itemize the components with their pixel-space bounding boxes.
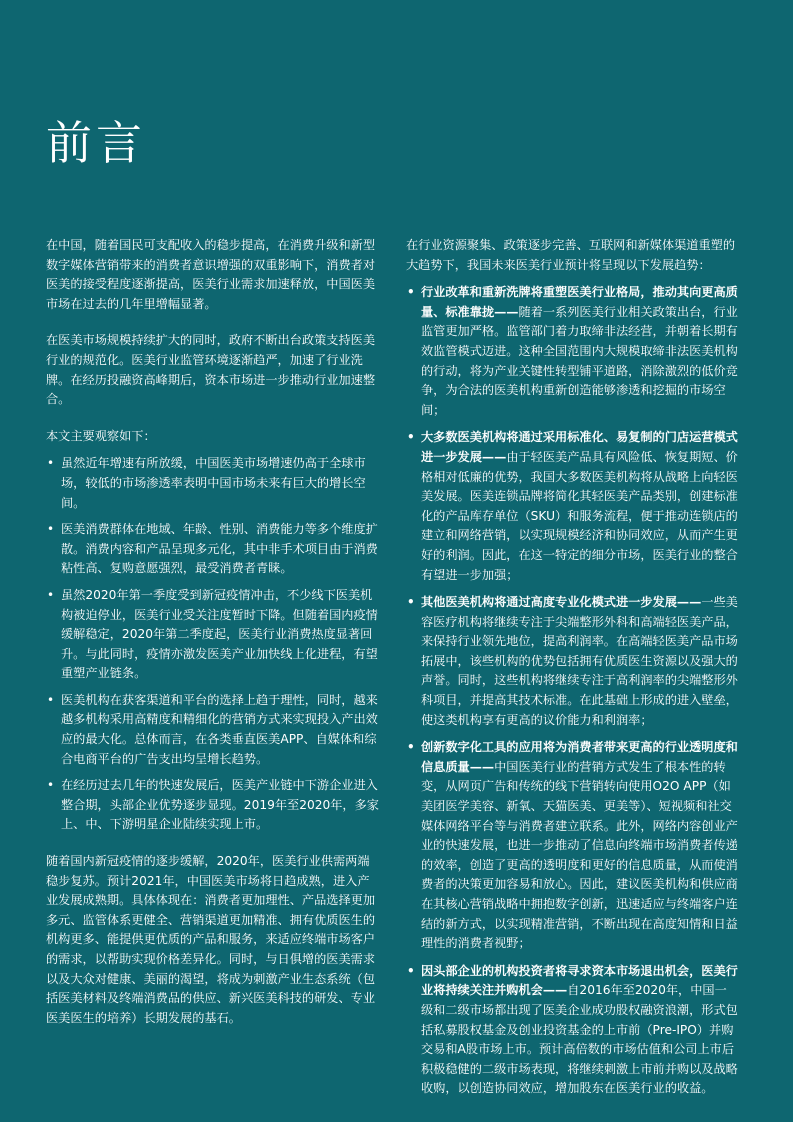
trend-item: [406, 283, 738, 420]
observation-item: • 医美机构在获客渠道和平台的选择上趋于理性，同时，越来越多机构采用高精度和精细化的营销方式来实现投入产出效应的最大化。总体而言，在各类垂直医美APP、自媒体和综合电商平台的广告支出均呈增长趋势。: [46, 691, 381, 769]
trend-text: 由于轻医美产品具有风险低、恢复期短、价格相对低廉的优势，我国大多数医美机构将从战略上向轻医美发展。医美连锁品牌将简化其轻医美产品类别，创建标准化的产品库存单位（SKU）和服务流程，便于推动连锁店的建立和网络营销，以实现规模经济和协同效应，从而产生更好的利润。因此，在这一特定的细分市场，医美行业的整合有望进一步加强；: [421, 449, 738, 582]
trend-item: [406, 738, 738, 954]
trend-heading: 行业改革和重新洗牌将重塑医美行业格局，推动其向更高质量、标准靠拢——: [421, 285, 738, 319]
trends-list: [406, 283, 738, 1099]
trend-heading: 其他医美机构将通过高度专业化模式进一步发展——: [421, 595, 702, 610]
right-column: [406, 236, 738, 1116]
intro-paragraph-1: 在中国，随着国民可支配收入的稳步提高，在消费升级和新型数字媒体营销带来的消费者意识增强的双重影响下，消费者对医美的接受程度逐渐提高，医美行业需求加速释放，中国医美市场在过去的几年里增幅显著。: [46, 238, 376, 311]
observations-heading: 本文主要观察如下：: [46, 428, 156, 443]
trend-text: 中国医美行业的营销方式发生了根本性的转变，从网页广告和传统的线下营销转向使用O2O APP（如美团医学美容、新氧、天猫医美、更美等）、短视频和社交媒体网络平台等与消费者建立联系。此外，网络内容创业产业的快速发展，也进一步推动了信息向终端市场消费者传递的效率，创造了更高的透明度和更好的信息质量，从而使消费者的决策更加容易和放心。因此，建议医美机构和供应商在其核心营销战略中拥抱数字创新，迅速适应与终端客户连结的新方式，以实现精准营销，不断出现在高度知情和日益理性的消费者视野；: [421, 759, 738, 951]
trend-heading: 大多数医美机构将通过采用标准化、易复制的门店运营模式进一步发展——: [421, 430, 738, 464]
observation-item: • 在经历过去几年的快速发展后，医美产业链中下游企业进入整合期，头部企业优势逐步显现。2019年至2020年，多家上、中、下游明星企业陆续实现上市。: [46, 776, 381, 835]
observation-item: • 虽然2020年第一季度受到新冠疫情冲击，不少线下医美机构被迫停业，医美行业受关注度暂时下降。但随着国内疫情缓解稳定，2020年第二季度起，医美行业消费热度显著回升。与此同时，疫情亦激发医美产业加快线上化进程，有望重塑产业链条。: [46, 586, 381, 684]
outlook-paragraph: 随着国内新冠疫情的逐步缓解，2020年，医美行业供需两端稳步复苏。预计2021年，中国医美市场将日趋成熟，进入产业发展成熟期。具体体现在：消费者更加理性、产品选择更加多元、监管体系更健全、营销渠道更加精准、拥有优质医生的机构更多、能提供更优质的产品和服务，来适应终端市场客户的需求，以帮助实现价格差异化。同时，与日俱增的医美需求以及大众对健康、美丽的渴望，将成为刺激产业生态系统（包括医美材料及终端消费品的供应、新兴医美科技的研发、专业医美医生的培养）长期发展的基石。: [46, 854, 376, 1025]
trend-text: 一些美容医疗机构将继续专注于尖端整形外科和高端轻医美产品，来保持行业领先地位，提高利润率。在高端轻医美产品市场拓展中，该些机构的优势包括拥有优质医生资源以及强大的声誉。同时，这些机构将继续专注于高利润率的尖端整形外科项目，并提高其技术标准。在此基础上形成的进入壁垒，使这类机构享有更高的议价能力和利润率；: [421, 595, 738, 727]
page-title: 前言: [46, 116, 146, 170]
trend-item: [406, 428, 738, 585]
intro-paragraph-2: 在医美市场规模持续扩大的同时，政府不断出台政策支持医美行业的规范化。医美行业监管环境逐渐趋严，加速了行业洗牌。在经历投融资高峰期后，资本市场进一步推动行业加速整合。: [46, 333, 376, 407]
trend-item: [406, 593, 738, 730]
left-column: [46, 236, 381, 1045]
trend-item: [406, 962, 738, 1099]
trends-intro: 在行业资源聚集、政策逐步完善、互联网和新媒体渠道重塑的大趋势下，我国未来医美行业预计将呈现以下发展趋势：: [406, 238, 736, 272]
observation-item: • 虽然近年增速有所放缓，中国医美市场增速仍高于全球市场，较低的市场渗透率表明中国市场未来有巨大的增长空间。: [46, 454, 381, 513]
trend-heading: 因头部企业的机构投资者将寻求资本市场退出机会，医美行业将持续关注并购机会——: [421, 963, 738, 998]
trend-text: 随着一系列医美行业相关政策出台，行业监管更加严格。监管部门着力取缔非法经营，并朝着长期有效监管模式迈进。这种全国范围内大规模取缔非法医美机构的行动，将为产业关键性转型铺平道路，消除激烈的低价竞争，为合法的医美机构重新创造能够渗透和挖掘的市场空间；: [421, 304, 738, 417]
observations-list: [46, 454, 381, 835]
trend-text: 自2016年至2020年，中国一级和二级市场都出现了医美企业成功股权融资浪潮，形式包括私募股权基金及创业投资基金的上市前（Pre-IPO）并购交易和A股市场上市。预计高倍数的市场估值和公司上市后积极稳健的二级市场表现，将继续刺激上市前并购以及战略收购，以创造协同效应，增加股东在医美行业的收益。: [421, 983, 738, 1096]
observation-item: • 医美消费群体在地域、年龄、性别、消费能力等多个维度扩散。消费内容和产品呈现多元化，其中非手术项目由于消费粘性高、复购意愿强烈，最受消费者青睐。: [46, 520, 381, 579]
trend-heading: 创新数字化工具的应用将为消费者带来更高的行业透明度和信息质量——: [421, 740, 738, 774]
